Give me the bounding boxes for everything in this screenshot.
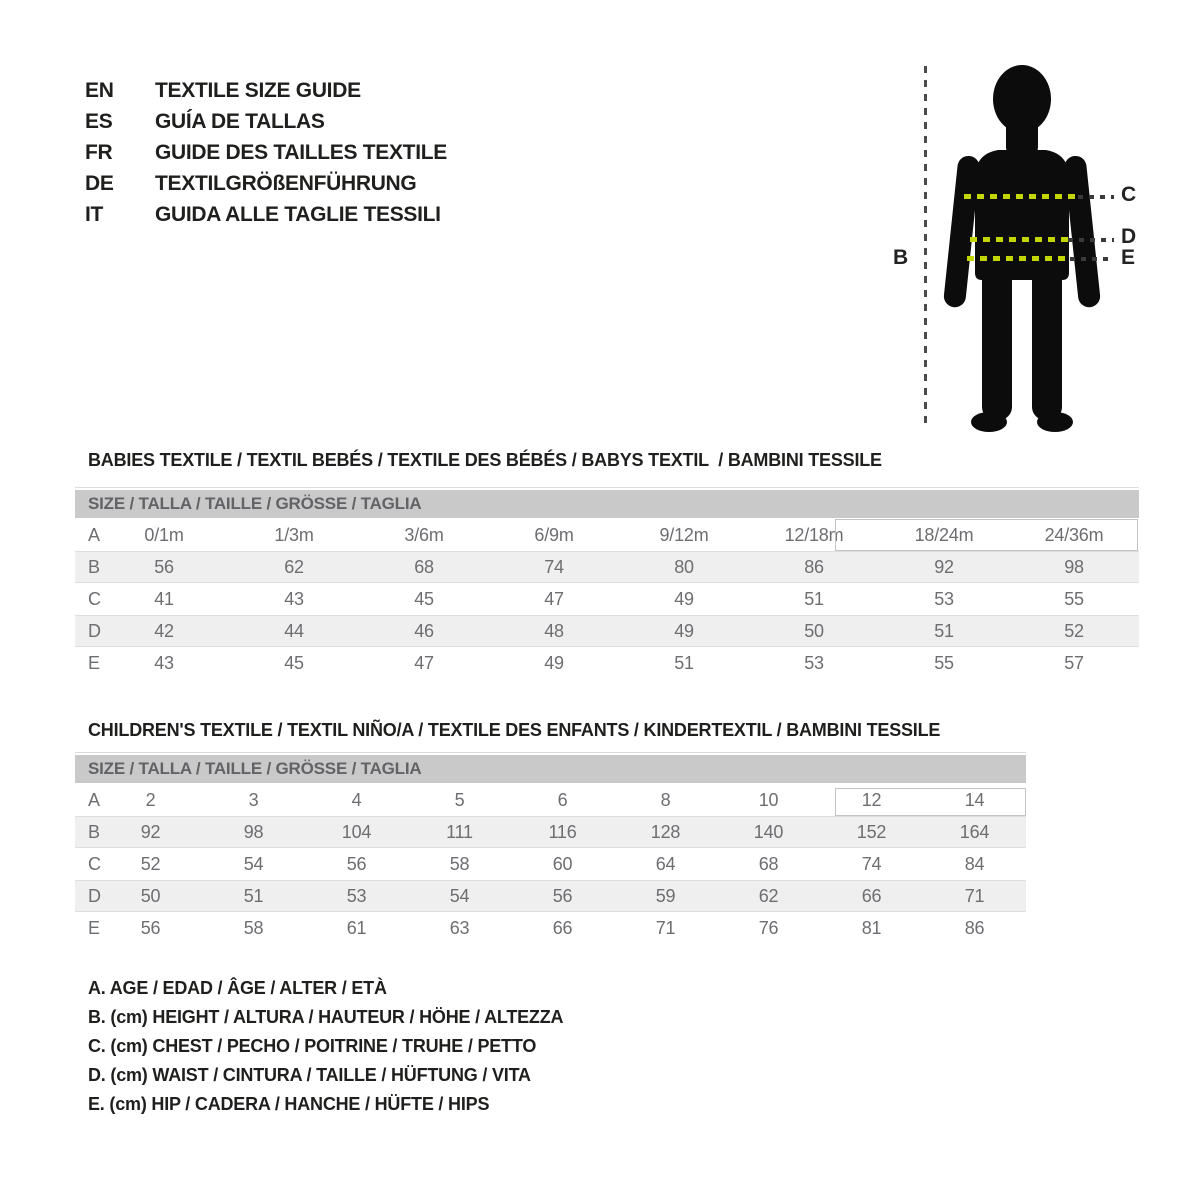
table-cell: 84 <box>964 853 985 874</box>
table-cell: 57 <box>1064 652 1084 673</box>
table-cell: 52 <box>140 853 161 874</box>
children-size-table <box>75 755 1026 944</box>
table-cell: 24/36m <box>1044 524 1104 545</box>
table-cell: 51 <box>804 588 824 609</box>
highlighted-size-box-babies <box>835 519 1138 551</box>
table-cell: 59 <box>655 885 676 906</box>
list-item <box>85 137 447 168</box>
table-cell: 41 <box>154 588 174 609</box>
hip-measure-label: E <box>1121 246 1136 269</box>
table-cell: 74 <box>544 556 564 577</box>
table-cell: 49 <box>674 588 694 609</box>
table-cell: 0/1m <box>144 524 184 545</box>
size-table-header: SIZE / TALLA / TAILLE / GRÖSSE / TAGLIA <box>75 490 1139 518</box>
table-cell: 54 <box>449 885 470 906</box>
table-cell: 80 <box>674 556 694 577</box>
table-cell: 128 <box>650 821 681 842</box>
table-cell: 62 <box>284 556 304 577</box>
waist-measure-line <box>970 237 1068 242</box>
table-cell: 48 <box>544 620 564 641</box>
table-cell: 66 <box>861 885 882 906</box>
table-cell: 71 <box>655 917 676 938</box>
table-cell: 53 <box>804 652 824 673</box>
table-cell: 55 <box>1064 588 1084 609</box>
table-cell: 51 <box>243 885 264 906</box>
language-code: ES <box>85 109 113 133</box>
hip-measure-line <box>967 256 1070 261</box>
table-cell: 50 <box>804 620 824 641</box>
table-cell: 140 <box>753 821 784 842</box>
table-row <box>75 583 1139 615</box>
table-cell: 55 <box>934 652 954 673</box>
table-cell: 56 <box>154 556 174 577</box>
table-cell: 45 <box>414 588 434 609</box>
guide-title: TEXTILGRÖßENFÜHRUNG <box>155 171 417 195</box>
row-label: C <box>88 853 101 874</box>
table-cell: 43 <box>284 588 304 609</box>
list-item <box>85 199 447 230</box>
table-cell: 62 <box>758 885 779 906</box>
table-cell: 60 <box>552 853 573 874</box>
table-cell: 116 <box>548 821 577 842</box>
table-cell: 98 <box>1064 556 1084 577</box>
children-section-title: CHILDREN'S TEXTILE / TEXTIL NIÑO/A / TEXTILE DES ENFANTS / KINDERTEXTIL / BAMBINI TESSILE <box>88 720 941 740</box>
table-row <box>75 848 1026 880</box>
babies-section-title: BABIES TEXTILE / TEXTIL BEBÉS / TEXTILE DES BÉBÉS / BABYS TEXTIL / BAMBINI TESSILE <box>88 450 882 470</box>
table-cell: 64 <box>655 853 676 874</box>
table-cell: 44 <box>284 620 304 641</box>
table-cell: 74 <box>861 853 882 874</box>
legend-height: B. (cm) HEIGHT / ALTURA / HAUTEUR / HÖHE / ALTEZZA <box>88 1007 564 1027</box>
table-row <box>75 912 1026 944</box>
guide-title: GUIDA ALLE TAGLIE TESSILI <box>155 202 441 226</box>
table-cell: 8 <box>660 789 671 810</box>
row-label: A <box>88 789 100 810</box>
table-cell: 10 <box>758 789 779 810</box>
table-cell: 6 <box>557 789 568 810</box>
table-cell: 56 <box>346 853 367 874</box>
table-cell: 47 <box>544 588 564 609</box>
table-cell: 152 <box>856 821 887 842</box>
table-cell: 14 <box>964 789 985 810</box>
table-cell: 5 <box>454 789 465 810</box>
table-cell: 81 <box>861 917 882 938</box>
hip-measure-line-extension <box>1070 257 1114 261</box>
legend-waist: D. (cm) WAIST / CINTURA / TAILLE / HÜFTUNG / VITA <box>88 1065 531 1085</box>
chest-measure-line <box>964 194 1076 199</box>
height-measure-label: B <box>893 246 909 269</box>
table-row <box>75 647 1139 679</box>
table-cell: 164 <box>959 821 990 842</box>
table-cell: 56 <box>140 917 161 938</box>
table-cell: 9/12m <box>659 524 709 545</box>
table-cell: 92 <box>140 821 161 842</box>
row-label: A <box>88 524 100 545</box>
row-label: C <box>88 588 101 609</box>
table-cell: 104 <box>341 821 372 842</box>
row-label: B <box>88 556 100 577</box>
table-cell: 51 <box>934 620 954 641</box>
table-cell: 49 <box>544 652 564 673</box>
table-cell: 68 <box>414 556 434 577</box>
list-item <box>85 168 447 199</box>
table-cell: 49 <box>674 620 694 641</box>
guide-title: GUIDE DES TAILLES TEXTILE <box>155 140 447 164</box>
table-cell: 18/24m <box>914 524 974 545</box>
legend-age: A. AGE / EDAD / ÂGE / ALTER / ETÀ <box>88 978 387 998</box>
chest-measure-label: C <box>1121 183 1137 206</box>
table-cell: 66 <box>552 917 573 938</box>
waist-measure-label: D <box>1121 225 1137 248</box>
table-cell: 52 <box>1064 620 1084 641</box>
language-code: FR <box>85 140 113 164</box>
table-cell: 2 <box>145 789 156 810</box>
table-cell: 50 <box>140 885 161 906</box>
table-cell: 3/6m <box>404 524 444 545</box>
table-cell: 3 <box>248 789 259 810</box>
row-label: E <box>88 917 100 938</box>
table-cell: 58 <box>449 853 470 874</box>
table-cell: 92 <box>934 556 954 577</box>
row-label: D <box>88 620 101 641</box>
table-cell: 54 <box>243 853 264 874</box>
language-code: IT <box>85 202 104 226</box>
table-cell: 61 <box>346 917 367 938</box>
height-measure-line <box>924 66 927 428</box>
guide-title: TEXTILE SIZE GUIDE <box>155 78 361 102</box>
babies-size-table <box>75 490 1139 679</box>
language-code: DE <box>85 171 114 195</box>
measurement-legend <box>88 974 563 1119</box>
table-cell: 42 <box>154 620 174 641</box>
row-label: E <box>88 652 100 673</box>
table-row <box>75 615 1139 647</box>
table-cell: 47 <box>414 652 434 673</box>
language-code: EN <box>85 78 114 102</box>
table-cell: 58 <box>243 917 264 938</box>
table-cell: 1/3m <box>274 524 314 545</box>
table-cell: 71 <box>964 885 985 906</box>
table-cell: 12/18m <box>784 524 844 545</box>
table-cell: 51 <box>674 652 694 673</box>
table-cell: 76 <box>758 917 779 938</box>
waist-measure-line-extension <box>1068 238 1114 242</box>
table-cell: 98 <box>243 821 264 842</box>
table-cell: 63 <box>449 917 470 938</box>
table-cell: 6/9m <box>534 524 574 545</box>
table-cell: 43 <box>154 652 174 673</box>
table-cell: 53 <box>934 588 954 609</box>
table-cell: 53 <box>346 885 367 906</box>
highlighted-size-box-children <box>835 788 1026 816</box>
table-row <box>75 551 1139 583</box>
list-item <box>85 75 447 106</box>
table-cell: 45 <box>284 652 304 673</box>
child-silhouette-icon <box>930 58 1130 438</box>
table-cell: 12 <box>861 789 882 810</box>
table-row <box>75 816 1026 848</box>
chest-measure-line-extension <box>1078 195 1114 199</box>
language-title-list <box>85 75 447 230</box>
table-cell: 86 <box>804 556 824 577</box>
row-label: B <box>88 821 100 842</box>
list-item <box>85 106 447 137</box>
table-cell: 56 <box>552 885 573 906</box>
table-cell: 111 <box>446 821 473 842</box>
table-cell: 46 <box>414 620 434 641</box>
table-cell: 86 <box>964 917 985 938</box>
table-row <box>75 880 1026 912</box>
table-cell: 4 <box>351 789 362 810</box>
size-table-header: SIZE / TALLA / TAILLE / GRÖSSE / TAGLIA <box>75 755 1026 783</box>
legend-chest: C. (cm) CHEST / PECHO / POITRINE / TRUHE / PETTO <box>88 1036 537 1056</box>
legend-hip: E. (cm) HIP / CADERA / HANCHE / HÜFTE / HIPS <box>88 1094 490 1114</box>
row-label: D <box>88 885 101 906</box>
guide-title: GUÍA DE TALLAS <box>155 109 325 133</box>
table-cell: 68 <box>758 853 779 874</box>
